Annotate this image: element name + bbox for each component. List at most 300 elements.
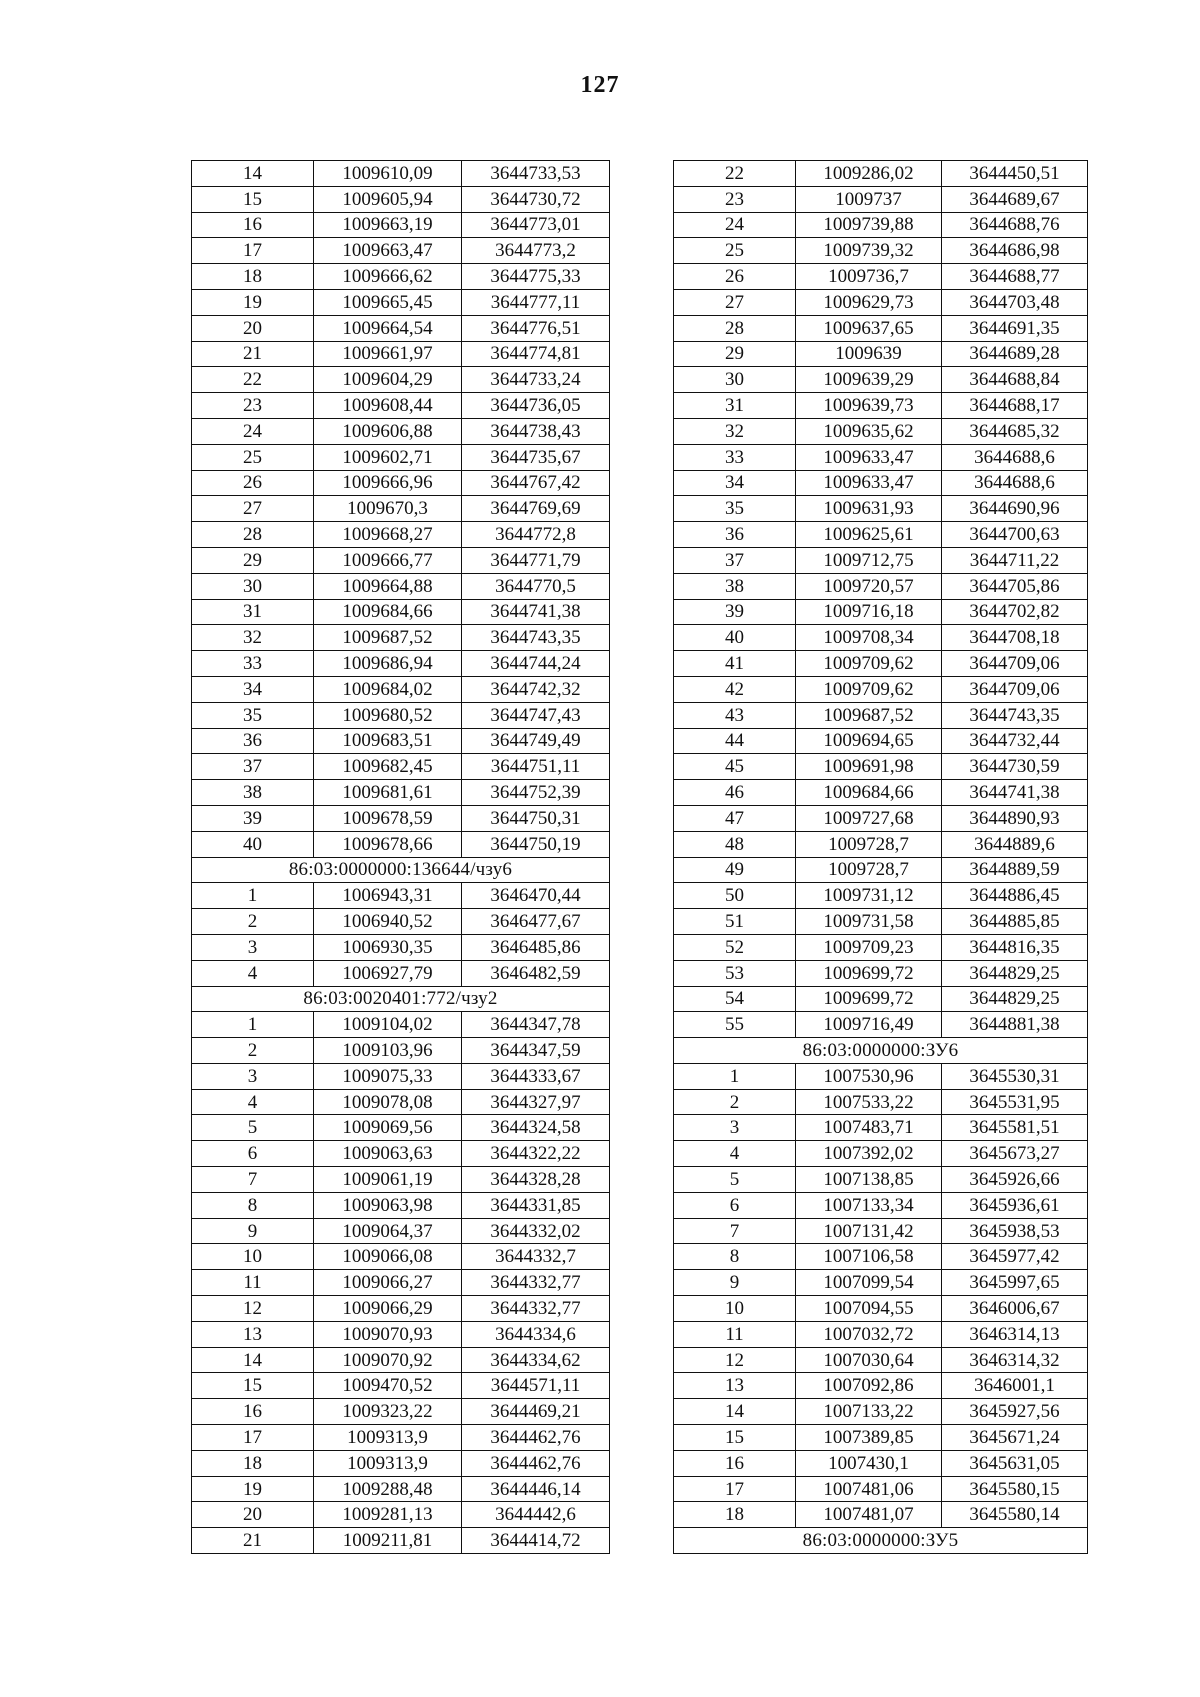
point-number-cell: 11: [192, 1270, 314, 1296]
y-coordinate-cell: 3644450,51: [942, 161, 1088, 187]
y-coordinate-cell: 3644829,25: [942, 960, 1088, 986]
y-coordinate-cell: 3644747,43: [462, 702, 610, 728]
point-number-cell: 15: [192, 1373, 314, 1399]
table-row: [192, 909, 610, 935]
table-row: [192, 393, 610, 419]
y-coordinate-cell: 3644733,24: [462, 367, 610, 393]
y-coordinate-cell: 3644690,96: [942, 496, 1088, 522]
x-coordinate-cell: 1009736,7: [796, 264, 942, 290]
x-coordinate-cell: 1009668,27: [314, 522, 462, 548]
table-row: [192, 805, 610, 831]
section-header-row: [674, 1038, 1088, 1064]
y-coordinate-cell: 3644770,5: [462, 573, 610, 599]
table-row: [674, 1167, 1088, 1193]
y-coordinate-cell: 3644885,85: [942, 909, 1088, 935]
point-number-cell: 21: [192, 341, 314, 367]
y-coordinate-cell: 3644334,62: [462, 1347, 610, 1373]
y-coordinate-cell: 3644322,22: [462, 1141, 610, 1167]
table-row: [192, 212, 610, 238]
y-coordinate-cell: 3644332,77: [462, 1296, 610, 1322]
point-number-cell: 51: [674, 909, 796, 935]
x-coordinate-cell: 1007133,34: [796, 1192, 942, 1218]
y-coordinate-cell: 3644709,06: [942, 651, 1088, 677]
point-number-cell: 48: [674, 831, 796, 857]
point-number-cell: 42: [674, 676, 796, 702]
table-row: [192, 470, 610, 496]
table-row: [192, 418, 610, 444]
point-number-cell: 34: [674, 470, 796, 496]
y-coordinate-cell: 3644735,67: [462, 444, 610, 470]
point-number-cell: 15: [192, 186, 314, 212]
table-row: [674, 1476, 1088, 1502]
x-coordinate-cell: 1007481,07: [796, 1502, 942, 1528]
table-row: [192, 1502, 610, 1528]
x-coordinate-cell: 1009629,73: [796, 289, 942, 315]
y-coordinate-cell: 3644691,35: [942, 315, 1088, 341]
table-row: [192, 1425, 610, 1451]
table-row: [674, 1399, 1088, 1425]
x-coordinate-cell: 1007392,02: [796, 1141, 942, 1167]
x-coordinate-cell: 1007106,58: [796, 1244, 942, 1270]
point-number-cell: 28: [192, 522, 314, 548]
point-number-cell: 9: [192, 1218, 314, 1244]
table-row: [192, 161, 610, 187]
x-coordinate-cell: 1009731,58: [796, 909, 942, 935]
point-number-cell: 41: [674, 651, 796, 677]
table-row: [192, 702, 610, 728]
x-coordinate-cell: 1009737: [796, 186, 942, 212]
table-row: [192, 1321, 610, 1347]
point-number-cell: 12: [192, 1296, 314, 1322]
table-row: [674, 1321, 1088, 1347]
x-coordinate-cell: 1009610,09: [314, 161, 462, 187]
table-row: [674, 805, 1088, 831]
point-number-cell: 2: [674, 1089, 796, 1115]
y-coordinate-cell: 3644889,6: [942, 831, 1088, 857]
y-coordinate-cell: 3646006,67: [942, 1296, 1088, 1322]
y-coordinate-cell: 3644332,7: [462, 1244, 610, 1270]
table-row: [674, 444, 1088, 470]
table-row: [674, 1244, 1088, 1270]
table-row: [674, 728, 1088, 754]
point-number-cell: 55: [674, 1012, 796, 1038]
y-coordinate-cell: 3644688,17: [942, 393, 1088, 419]
point-number-cell: 29: [674, 341, 796, 367]
y-coordinate-cell: 3644741,38: [942, 780, 1088, 806]
point-number-cell: 12: [674, 1347, 796, 1373]
point-number-cell: 27: [674, 289, 796, 315]
point-number-cell: 30: [674, 367, 796, 393]
table-row: [674, 702, 1088, 728]
table-row: [192, 1347, 610, 1373]
x-coordinate-cell: 1007032,72: [796, 1321, 942, 1347]
table-row: [192, 754, 610, 780]
x-coordinate-cell: 1009313,9: [314, 1425, 462, 1451]
point-number-cell: 37: [192, 754, 314, 780]
point-number-cell: 1: [674, 1063, 796, 1089]
y-coordinate-cell: 3646482,59: [462, 960, 610, 986]
point-number-cell: 46: [674, 780, 796, 806]
table-row: [192, 573, 610, 599]
point-number-cell: 33: [674, 444, 796, 470]
table-row: [674, 393, 1088, 419]
table-row: [192, 651, 610, 677]
point-number-cell: 22: [192, 367, 314, 393]
point-number-cell: 20: [192, 315, 314, 341]
x-coordinate-cell: 1009712,75: [796, 547, 942, 573]
x-coordinate-cell: 1009709,23: [796, 934, 942, 960]
y-coordinate-cell: 3644685,32: [942, 418, 1088, 444]
table-row: [674, 367, 1088, 393]
table-row: [192, 367, 610, 393]
cadastral-number: 86:03:0000000:ЗУ5: [674, 1528, 1088, 1554]
x-coordinate-cell: 1009470,52: [314, 1373, 462, 1399]
point-number-cell: 14: [192, 1347, 314, 1373]
point-number-cell: 40: [192, 831, 314, 857]
y-coordinate-cell: 3645671,24: [942, 1425, 1088, 1451]
point-number-cell: 5: [674, 1167, 796, 1193]
x-coordinate-cell: 1009699,72: [796, 986, 942, 1012]
y-coordinate-cell: 3644767,42: [462, 470, 610, 496]
x-coordinate-cell: 1009687,52: [314, 625, 462, 651]
y-coordinate-cell: 3645927,56: [942, 1399, 1088, 1425]
point-number-cell: 1: [192, 883, 314, 909]
x-coordinate-cell: 1009686,94: [314, 651, 462, 677]
table-row: [674, 1089, 1088, 1115]
y-coordinate-cell: 3644890,93: [942, 805, 1088, 831]
table-row: [674, 1192, 1088, 1218]
x-coordinate-cell: 1007481,06: [796, 1476, 942, 1502]
x-coordinate-cell: 1009691,98: [796, 754, 942, 780]
table-row: [674, 1141, 1088, 1167]
point-number-cell: 5: [192, 1115, 314, 1141]
point-number-cell: 19: [192, 289, 314, 315]
y-coordinate-cell: 3644469,21: [462, 1399, 610, 1425]
point-number-cell: 54: [674, 986, 796, 1012]
y-coordinate-cell: 3644446,14: [462, 1476, 610, 1502]
y-coordinate-cell: 3644332,02: [462, 1218, 610, 1244]
x-coordinate-cell: 1009639,29: [796, 367, 942, 393]
table-row: [674, 780, 1088, 806]
table-row: [674, 909, 1088, 935]
table-row: [192, 1141, 610, 1167]
y-coordinate-cell: 3644327,97: [462, 1089, 610, 1115]
y-coordinate-cell: 3644571,11: [462, 1373, 610, 1399]
table-row: [674, 676, 1088, 702]
y-coordinate-cell: 3644332,77: [462, 1270, 610, 1296]
y-coordinate-cell: 3644750,31: [462, 805, 610, 831]
point-number-cell: 20: [192, 1502, 314, 1528]
point-number-cell: 25: [192, 444, 314, 470]
table-row: [192, 238, 610, 264]
table-row: [192, 960, 610, 986]
y-coordinate-cell: 3645938,53: [942, 1218, 1088, 1244]
y-coordinate-cell: 3644829,25: [942, 986, 1088, 1012]
section-header-row: [192, 986, 610, 1012]
x-coordinate-cell: 1007092,86: [796, 1373, 942, 1399]
x-coordinate-cell: 1009666,77: [314, 547, 462, 573]
x-coordinate-cell: 1009727,68: [796, 805, 942, 831]
table-row: [192, 264, 610, 290]
table-row: [674, 1425, 1088, 1451]
table-row: [674, 960, 1088, 986]
x-coordinate-cell: 1009666,96: [314, 470, 462, 496]
point-number-cell: 14: [674, 1399, 796, 1425]
table-row: [674, 522, 1088, 548]
point-number-cell: 13: [192, 1321, 314, 1347]
x-coordinate-cell: 1007430,1: [796, 1450, 942, 1476]
table-row: [674, 418, 1088, 444]
x-coordinate-cell: 1009063,98: [314, 1192, 462, 1218]
y-coordinate-cell: 3644730,59: [942, 754, 1088, 780]
y-coordinate-cell: 3644749,49: [462, 728, 610, 754]
x-coordinate-cell: 1009684,66: [796, 780, 942, 806]
x-coordinate-cell: 1009286,02: [796, 161, 942, 187]
y-coordinate-cell: 3644700,63: [942, 522, 1088, 548]
y-coordinate-cell: 3645531,95: [942, 1089, 1088, 1115]
table-row: [674, 1218, 1088, 1244]
table-row: [674, 573, 1088, 599]
table-row: [192, 1476, 610, 1502]
table-row: [192, 1218, 610, 1244]
table-row: [674, 341, 1088, 367]
y-coordinate-cell: 3644736,05: [462, 393, 610, 419]
y-coordinate-cell: 3644702,82: [942, 599, 1088, 625]
section-header-row: [192, 857, 610, 883]
x-coordinate-cell: 1009070,93: [314, 1321, 462, 1347]
table-row: [192, 289, 610, 315]
table-row: [192, 522, 610, 548]
x-coordinate-cell: 1007094,55: [796, 1296, 942, 1322]
y-coordinate-cell: 3645673,27: [942, 1141, 1088, 1167]
table-row: [674, 315, 1088, 341]
x-coordinate-cell: 1009323,22: [314, 1399, 462, 1425]
x-coordinate-cell: 1007389,85: [796, 1425, 942, 1451]
x-coordinate-cell: 1009631,93: [796, 496, 942, 522]
x-coordinate-cell: 1009639: [796, 341, 942, 367]
table-row: [674, 1012, 1088, 1038]
table-row: [674, 1063, 1088, 1089]
point-number-cell: 53: [674, 960, 796, 986]
x-coordinate-cell: 1007099,54: [796, 1270, 942, 1296]
y-coordinate-cell: 3644741,38: [462, 599, 610, 625]
y-coordinate-cell: 3644733,53: [462, 161, 610, 187]
y-coordinate-cell: 3644689,28: [942, 341, 1088, 367]
y-coordinate-cell: 3644771,79: [462, 547, 610, 573]
point-number-cell: 49: [674, 857, 796, 883]
point-number-cell: 15: [674, 1425, 796, 1451]
x-coordinate-cell: 1009078,08: [314, 1089, 462, 1115]
table-row: [192, 1399, 610, 1425]
x-coordinate-cell: 1006940,52: [314, 909, 462, 935]
table-row: [192, 1373, 610, 1399]
point-number-cell: 25: [674, 238, 796, 264]
point-number-cell: 3: [674, 1115, 796, 1141]
x-coordinate-cell: 1009604,29: [314, 367, 462, 393]
x-coordinate-cell: 1009666,62: [314, 264, 462, 290]
y-coordinate-cell: 3645936,61: [942, 1192, 1088, 1218]
table-row: [674, 1115, 1088, 1141]
point-number-cell: 18: [674, 1502, 796, 1528]
y-coordinate-cell: 3644769,69: [462, 496, 610, 522]
y-coordinate-cell: 3644772,8: [462, 522, 610, 548]
y-coordinate-cell: 3646485,86: [462, 934, 610, 960]
y-coordinate-cell: 3645580,14: [942, 1502, 1088, 1528]
x-coordinate-cell: 1009709,62: [796, 651, 942, 677]
x-coordinate-cell: 1009665,45: [314, 289, 462, 315]
point-number-cell: 10: [192, 1244, 314, 1270]
y-coordinate-cell: 3646001,1: [942, 1373, 1088, 1399]
point-number-cell: 35: [674, 496, 796, 522]
x-coordinate-cell: 1006930,35: [314, 934, 462, 960]
point-number-cell: 32: [674, 418, 796, 444]
x-coordinate-cell: 1009687,52: [796, 702, 942, 728]
x-coordinate-cell: 1009075,33: [314, 1063, 462, 1089]
x-coordinate-cell: 1009066,08: [314, 1244, 462, 1270]
point-number-cell: 6: [192, 1141, 314, 1167]
y-coordinate-cell: 3645580,15: [942, 1476, 1088, 1502]
y-coordinate-cell: 3644688,76: [942, 212, 1088, 238]
point-number-cell: 7: [674, 1218, 796, 1244]
x-coordinate-cell: 1009716,18: [796, 599, 942, 625]
y-coordinate-cell: 3644744,24: [462, 651, 610, 677]
table-row: [192, 1167, 610, 1193]
table-row: [192, 599, 610, 625]
x-coordinate-cell: 1009639,73: [796, 393, 942, 419]
point-number-cell: 4: [192, 1089, 314, 1115]
table-row: [192, 780, 610, 806]
x-coordinate-cell: 1009709,62: [796, 676, 942, 702]
y-coordinate-cell: 3644688,6: [942, 470, 1088, 496]
table-row: [192, 728, 610, 754]
table-row: [674, 1270, 1088, 1296]
table-row: [192, 676, 610, 702]
x-coordinate-cell: 1009633,47: [796, 470, 942, 496]
table-row: [674, 496, 1088, 522]
x-coordinate-cell: 1009678,66: [314, 831, 462, 857]
x-coordinate-cell: 1009606,88: [314, 418, 462, 444]
point-number-cell: 34: [192, 676, 314, 702]
y-coordinate-cell: 3644742,32: [462, 676, 610, 702]
x-coordinate-cell: 1009731,12: [796, 883, 942, 909]
point-number-cell: 47: [674, 805, 796, 831]
x-coordinate-cell: 1007131,42: [796, 1218, 942, 1244]
x-coordinate-cell: 1009061,19: [314, 1167, 462, 1193]
x-coordinate-cell: 1009684,66: [314, 599, 462, 625]
table-row: [192, 883, 610, 909]
y-coordinate-cell: 3644708,18: [942, 625, 1088, 651]
table-row: [674, 212, 1088, 238]
table-row: [192, 1244, 610, 1270]
table-row: [192, 1192, 610, 1218]
y-coordinate-cell: 3644689,67: [942, 186, 1088, 212]
y-coordinate-cell: 3644347,78: [462, 1012, 610, 1038]
y-coordinate-cell: 3644774,81: [462, 341, 610, 367]
x-coordinate-cell: 1009664,54: [314, 315, 462, 341]
point-number-cell: 27: [192, 496, 314, 522]
point-number-cell: 52: [674, 934, 796, 960]
cadastral-number: 86:03:0020401:772/чзу2: [192, 986, 610, 1012]
x-coordinate-cell: 1009104,02: [314, 1012, 462, 1038]
point-number-cell: 26: [674, 264, 796, 290]
y-coordinate-cell: 3644414,72: [462, 1528, 610, 1554]
y-coordinate-cell: 3644743,35: [462, 625, 610, 651]
x-coordinate-cell: 1009661,97: [314, 341, 462, 367]
point-number-cell: 28: [674, 315, 796, 341]
x-coordinate-cell: 1009664,88: [314, 573, 462, 599]
y-coordinate-cell: 3644686,98: [942, 238, 1088, 264]
x-coordinate-cell: 1009635,62: [796, 418, 942, 444]
table-row: [192, 1270, 610, 1296]
x-coordinate-cell: 1007483,71: [796, 1115, 942, 1141]
table-row: [674, 1347, 1088, 1373]
table-row: [192, 1063, 610, 1089]
y-coordinate-cell: 3644688,77: [942, 264, 1088, 290]
point-number-cell: 30: [192, 573, 314, 599]
point-number-cell: 39: [674, 599, 796, 625]
x-coordinate-cell: 1009313,9: [314, 1450, 462, 1476]
x-coordinate-cell: 1009069,56: [314, 1115, 462, 1141]
point-number-cell: 8: [192, 1192, 314, 1218]
table-row: [192, 625, 610, 651]
y-coordinate-cell: 3644889,59: [942, 857, 1088, 883]
point-number-cell: 38: [192, 780, 314, 806]
point-number-cell: 23: [674, 186, 796, 212]
point-number-cell: 10: [674, 1296, 796, 1322]
point-number-cell: 45: [674, 754, 796, 780]
y-coordinate-cell: 3644334,6: [462, 1321, 610, 1347]
x-coordinate-cell: 1009728,7: [796, 831, 942, 857]
table-row: [674, 934, 1088, 960]
y-coordinate-cell: 3644743,35: [942, 702, 1088, 728]
point-number-cell: 40: [674, 625, 796, 651]
point-number-cell: 29: [192, 547, 314, 573]
point-number-cell: 6: [674, 1192, 796, 1218]
x-coordinate-cell: 1009605,94: [314, 186, 462, 212]
coordinates-table-left: [191, 160, 610, 1554]
y-coordinate-cell: 3646470,44: [462, 883, 610, 909]
x-coordinate-cell: 1007133,22: [796, 1399, 942, 1425]
table-row: [192, 1012, 610, 1038]
point-number-cell: 44: [674, 728, 796, 754]
table-row: [674, 1502, 1088, 1528]
x-coordinate-cell: 1006943,31: [314, 883, 462, 909]
y-coordinate-cell: 3644462,76: [462, 1425, 610, 1451]
point-number-cell: 21: [192, 1528, 314, 1554]
x-coordinate-cell: 1009728,7: [796, 857, 942, 883]
cadastral-number: 86:03:0000000:ЗУ6: [674, 1038, 1088, 1064]
y-coordinate-cell: 3644711,22: [942, 547, 1088, 573]
table-row: [674, 547, 1088, 573]
point-number-cell: 16: [192, 212, 314, 238]
table-row: [674, 186, 1088, 212]
x-coordinate-cell: 1006927,79: [314, 960, 462, 986]
point-number-cell: 23: [192, 393, 314, 419]
point-number-cell: 3: [192, 934, 314, 960]
y-coordinate-cell: 3644688,84: [942, 367, 1088, 393]
y-coordinate-cell: 3644688,6: [942, 444, 1088, 470]
table-row: [192, 496, 610, 522]
y-coordinate-cell: 3644738,43: [462, 418, 610, 444]
y-coordinate-cell: 3645926,66: [942, 1167, 1088, 1193]
point-number-cell: 50: [674, 883, 796, 909]
x-coordinate-cell: 1009683,51: [314, 728, 462, 754]
point-number-cell: 36: [674, 522, 796, 548]
table-row: [674, 161, 1088, 187]
x-coordinate-cell: 1009625,61: [796, 522, 942, 548]
x-coordinate-cell: 1007030,64: [796, 1347, 942, 1373]
y-coordinate-cell: 3644773,2: [462, 238, 610, 264]
